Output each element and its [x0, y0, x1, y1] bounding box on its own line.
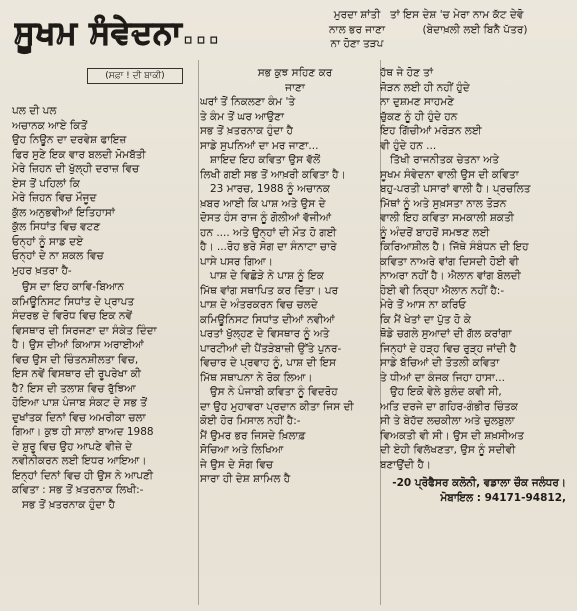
text-line: ਸੂਖਮ ਸੰਵੇਦਨਾ ਵਾਲੀ ਉਸ ਦੀ ਕਵਿਤਾ: [380, 168, 519, 181]
text-line: ਸੀ ਤੇ ਬੇਹੱਦ ਲਚਕੀਲਾ ਅਤੇ ਚੁਲਬੁਲਾ: [380, 415, 515, 427]
text-line: (ਬੇਦਾਖ਼ਲੀ ਲਈ ਬਿਨੈ ਪੱਤਰ): [422, 23, 528, 36]
continued-from-label: (ਸਫ਼ਾ ! ਦੀ ਬਾਕੀ): [87, 68, 183, 84]
column-right-top: [390, 8, 560, 37]
text-line: ਬਣਾਉਂਦੀ ਹੈ।: [380, 458, 431, 471]
text-line: ਨਾਅਰਾ ਨਹੀਂ ਹੈ। ਐਲਾਨ ਵਾਂਗ ਬੋਲਦੀ: [380, 270, 521, 282]
text-line: ਕਿ ਮੈਂ ਖੇਤਾਂ ਦਾ ਪੁੱਤ ਹੋ ਕੇ: [380, 313, 471, 326]
text-line: ਜਾਣਾ: [285, 81, 305, 94]
text-line: ਉਹ ਇਕੋ ਵੇਲੇ ਬੁਲੰਦ ਕਵੀ ਸੀ,: [390, 386, 502, 398]
text-line: ਦੋਸਤ ਹੰਸ ਰਾਜ ਨੂੰ ਗੋਲੀਆਂ ਵੱਜੀਆਂ: [200, 212, 332, 224]
text-line: ਕੁੱਲ ਅਨੁਭਵੀਆਂ ਇਤਿਹਾਸਾਂ: [12, 206, 115, 219]
text-line: ਸਭ ਤੋਂ ਖ਼ਤਰਨਾਕ ਹੁੰਦਾ ਹੈ: [22, 498, 115, 511]
text-line: ਨਾ ਹੋਣਾ ਤੜਪ: [330, 38, 384, 50]
text-line: ਵਿਚ ਉਸ ਦੀ ਚਿੰਤਨਸ਼ੀਲਤਾ ਵਿਚ,: [12, 353, 139, 366]
text-line: ਮੇਰੇ ਜ਼ਿਹਨ ਵਿਚ ਮੌਜੂਦ: [12, 192, 97, 204]
text-line: ਪਾਸੇ ਪਸਰ ਗਿਆ।: [200, 255, 273, 268]
text-line: ਪਰਤਾਂ ਖੁੱਲ੍ਹਣ ਦੇ ਵਿਸਥਾਰ ਨੂੰ ਅਤੇ: [200, 328, 330, 340]
text-line: ਹਨ .... ਅਤੇ ਉਨ੍ਹਾਂ ਦੀ ਮੌਤ ਹੋ ਗਈ: [200, 226, 337, 239]
text-line: ਮਿੱਥਾਂ ਨੂੰ ਅਤੇ ਸੁਖ਼ਸਤਾ ਨਾਲ ਤੋੜਨ: [380, 197, 507, 210]
text-line: ਹੋਈ ਵੀ ਨਿਰ੍ਹਾ ਐਲਾਨ ਨਹੀਂ ਹੈ:-: [380, 284, 505, 297]
text-line: 23 ਮਾਰਚ, 1988 ਨੂੰ ਅਚਾਨਕ: [210, 183, 330, 195]
text-line: ਸੋਚਿਆ ਅਤੇ ਲਿਖਿਆ: [200, 444, 284, 456]
column-divider: [198, 60, 199, 605]
text-line: ਓਨ੍ਹਾਂ ਨੂੰ ਸਾਡ ਦਏ: [12, 235, 84, 248]
text-line: ਉਹ ਨਿਊਨ ਦਾ ਦਰਵੇਸ਼ ਫਾਇਜ਼: [12, 134, 127, 146]
text-line: ਓਨ੍ਹਾਂ ਦੇ ਨਾ ਸ਼ਕਲ ਵਿਚ: [12, 250, 104, 262]
text-line: ਦੇ ਸ਼ੁਰੂ ਵਿਚ ਉਹ ਆਪਣੇ ਵੀਜ਼ੇ ਦੇ: [12, 440, 133, 453]
text-line: ਦੁਖਾਂਤਕ ਦਿਨਾਂ ਵਿਚ ਅਮਰੀਕਾ ਚਲਾ: [12, 411, 146, 424]
text-line: ਮੇਰੇ ਜ਼ਿਹਨ ਦੀ ਖੁੱਲ੍ਹੀ ਦਰਾਜ਼ ਵਿਚ: [12, 163, 140, 175]
text-line: ਥੋਡੇ ਚਗਲੇ ਸੁਆਦਾਂ ਦੀ ਗੱਲ ਕਰਾਂਗਾ: [380, 328, 512, 340]
text-line: ਕਵਿਤਾ ਨਾਅਰੇ ਵਾਂਗ ਦਿਸਦੀ ਹੋਈ ਵੀ: [380, 255, 519, 268]
text-line: ਨੂੰ ਅੰਦਰੋਂ ਬਾਹਰੋਂ ਸਮਝਣ ਲਈ: [380, 226, 490, 239]
text-line: ਘਰਾਂ ਤੋਂ ਨਿਕਲਣਾ ਕੰਮ 'ਤੇ: [200, 96, 296, 108]
text-line: ਤੇ ਧੀਆਂ ਦਾ ਕੰਜਕ ਜਿਹਾ ਹਾਸਾ...: [380, 371, 505, 384]
text-line: ਹੱਥ ਜੇ ਹੋਣ ਤਾਂ: [380, 67, 433, 79]
text-line: ਕੁੱਲ ਸਿਧਾਂਤ ਵਿਚ ਵਟਣ: [12, 221, 101, 233]
text-line: ਸਾਡੇ ਬੱਚਿਆਂ ਦੀ ਤੋਤਲੀ ਕਵਿਤਾ: [380, 357, 500, 369]
text-line: ਤੇ ਕੰਮ ਤੋਂ ਘਰ ਆਉਣਾ: [200, 110, 285, 123]
text-line: ਕਮਿਊਨਿਸਟ ਸਿਧਾਂਤ ਦੇ ਪ੍ਰਾਪਤ: [12, 295, 135, 308]
text-line: ਪਾਸ਼ ਦੇ ਅੰਤਰਕਰਨ ਵਿਚ ਚਲਦੇ: [200, 299, 318, 311]
text-line: ਬਹੁ-ਪਰਤੀ ਪਸਾਰਾਂ ਵਾਲੀ ਹੈ। ਪ੍ਰਚਲਿਤ: [380, 183, 531, 195]
text-line: ਮੁਰਦਾ ਸ਼ਾਂਤੀ: [333, 9, 381, 21]
text-line: ਚੁੱਕਣ ਨੂੰ ਹੀ ਹੁੰਦੇ ਹਨ: [380, 110, 458, 123]
text-line: ਵਿਸਥਾਰ ਦੀ ਸਿਰਜਣਾ ਦਾ ਸੰਕੇਤ ਦਿੰਦਾ: [12, 324, 157, 337]
text-line: ਮਿੱਥ ਵਾਂਗ ਸਥਾਪਿਤ ਕਰ ਦਿੱਤਾ। ਪਰ: [200, 284, 339, 297]
text-line: ਹੋਇਆ ਪਾਸ਼ ਪੰਜਾਬ ਸੰਕਟ ਦੇ ਸਭ ਤੋਂ: [12, 397, 147, 409]
text-line: ਖ਼ਬਰ ਆਈ ਕਿ ਪਾਸ਼ ਅਤੇ ਉਸ ਦੇ: [200, 197, 326, 210]
text-line: ਸਭ ਤੋਂ ਖ਼ਤਰਨਾਕ ਹੁੰਦਾ ਹੈ: [200, 125, 293, 137]
text-line: ਫਿਰ ਸੁਣੇ ਇਕ ਵਾਰ ਬਲਦੀ ਮੋਮਬੱਤੀ: [12, 148, 146, 161]
text-line: ਨਵੀਨੀਕਰਨ ਲਈ ਇਧਰ ਆਇਆ।: [12, 455, 147, 467]
column-right: [380, 66, 566, 505]
text-line: ਤਿੱਖੀ ਰਾਜਨੀਤਕ ਚੇਤਨਾ ਅਤੇ: [390, 154, 500, 166]
text-line: -20 ਪ੍ਰੋਫੈਸਰ ਕਲੋਨੀ, ਵਡਾਲਾ ਚੌਕ ਜਲੰਧਰ।: [392, 477, 566, 489]
text-line: ਸਾਡੇ ਸੁਪਨਿਆਂ ਦਾ ਮਰ ਜਾਣਾ...: [200, 139, 319, 152]
text-line: ਅਚਾਨਕ ਆਏ ਕਿਤੋਂ: [12, 119, 88, 132]
text-line: ਗਿਆ। ਕੁਝ ਹੀ ਸਾਲਾਂ ਬਾਅਦ 1988: [12, 426, 154, 438]
text-line: ਕਵਿਤਾ : ਸਭ ਤੋਂ ਖ਼ਤਰਨਾਕ ਲਿਖੀ:-: [12, 484, 144, 496]
article-title: ਸੂਖਮ ਸੰਵੇਦਨਾ...: [14, 15, 221, 51]
text-line: ਉਸ ਦਾ ਇਹ ਕਾਵਿ-ਬਿਆਨ: [22, 281, 124, 293]
text-line: ਤਾਂ ਇਸ ਦੇਸ਼ 'ਚ ਮੇਰਾ ਨਾਮ ਕੱਟ ਦੇਵੋ: [390, 9, 524, 21]
text-line: ਨਾ ਦੁਸ਼ਮਣ ਸਾਹਮਣੇ: [380, 96, 455, 108]
text-line: ਸ਼ਾਇਦ ਇਹ ਕਵਿਤਾ ਉਸ ਵੱਲੋਂ: [210, 154, 321, 166]
text-line: ਮਿੱਥ ਸਥਾਪਨਾ ਨੇ ਰੋਕ ਲਿਆ।: [200, 371, 313, 384]
text-line: ਦਾ ਉਹ ਮੁਹਾਵਰਾ ਪ੍ਰਦਾਨ ਕੀਤਾ ਜਿਸ ਦੀ: [200, 400, 354, 413]
text-line: ਸਾਰਾ ਹੀ ਦੇਸ਼ ਸ਼ਾਮਿਲ ਹੈ: [200, 473, 291, 485]
text-line: ਮੇਰੇ ਤੋਂ ਆਸ ਨਾ ਕਰਿਓ: [380, 299, 467, 311]
text-line: ਵਿਅਕਤੀ ਵੀ ਸੀ। ਉਸ ਦੀ ਸ਼ਖ਼ਸੀਅਤ: [380, 429, 524, 442]
text-line: ਵੀ ਹੁੰਦੇ ਹਨ ...: [380, 139, 437, 152]
text-line: ਕਿਰਿਆਸ਼ੀਲ ਹੈ। ਜਿੱਥੇ ਸੰਬੰਧਨ ਦੀ ਇਹ: [380, 241, 529, 253]
text-line: ਵਿਚਾਰ ਦੇ ਪ੍ਰਵਾਹ ਨੂੰ, ਪਾਸ਼ ਦੀ ਇਸ: [200, 357, 336, 369]
text-line: ਸਭ ਕੁਝ ਸਹਿਣ ਕਰ: [257, 67, 333, 79]
text-line: ਏਸ ਤੋਂ ਪਹਿਲਾਂ ਕਿ: [12, 177, 80, 190]
text-line: ਉਸ ਨੇ ਪੰਜਾਬੀ ਕਵਿਤਾ ਨੂੰ ਵਿਦਰੋਹ: [210, 386, 338, 398]
text-line: ਮੁਹਰ ਖ਼ਤਰਾ ਹੈ-: [12, 264, 72, 277]
text-line: ਕੋਈ ਹੋਰ ਮਿਸਾਲ ਨਹੀਂ ਹੈ:-: [200, 415, 301, 427]
text-line: ਜੋੜਨ ਲਈ ਹੀ ਨਹੀਂ ਹੁੰਦੇ: [380, 81, 470, 94]
text-line: ਅਤਿ ਦਰਜੇ ਦਾ ਗਹਿਰ-ਗੰਭੀਰ ਚਿੰਤਕ: [380, 400, 518, 413]
text-line: ਇਹ ਗਿੱਚੀਆਂ ਮਰੋੜਨ ਲਈ: [380, 125, 482, 137]
text-line: ਦੀ ਏਹੀ ਵਿਲੱਖਣਤਾ, ਉਸ ਨੂੰ ਸਦੀਵੀ: [380, 444, 516, 456]
text-line: ਸੰਦਰਭ ਦੇ ਵਿਰੋਧ ਵਿਚ ਇਕ ਨਵੇਂ: [12, 310, 133, 322]
text-line: ਕਮਿਊਨਿਸਟ ਸਿਧਾਂਤ ਦੀਆਂ ਨਵੀਆਂ: [200, 313, 335, 326]
text-line: ਮੋਬਾਇਲ : 94171-94812,: [440, 491, 566, 504]
text-line: ਹੈ। ...ਰੋਹ ਭਰੇ ਸੋਗ ਦਾ ਸੰਨਾਟਾ ਚਾਰੇ: [200, 241, 337, 253]
text-line: ਹੈ। ਉਸ ਦੀਆਂ ਕਿਆਸ ਅਰਾਈਆਂ: [12, 339, 144, 351]
text-line: ਮੈਂ ਉਮਰ ਭਰ ਜਿਸਦੇ ਖ਼ਿਲਾਫ਼: [200, 429, 306, 442]
text-line: ਇਨ੍ਹਾਂ ਦਿਨਾਂ ਵਿਚ ਹੀ ਉਸ ਨੇ ਆਪਣੀ: [12, 469, 153, 482]
column-middle: [200, 66, 390, 487]
column-left: [12, 104, 198, 512]
text-line: ਨਾਲ ਭਰ ਜਾਣਾ: [329, 23, 385, 36]
text-line: ਜਿਨ੍ਹਾਂ ਦੇ ਹੜ੍ਹ ਵਿਚ ਰੁੜ੍ਹ ਜਾਂਦੀ ਹੈ: [380, 342, 517, 355]
text-line: ਹੈ? ਇਸ ਦੀ ਤਲਾਸ਼ ਵਿਚ ਰੁੱਝਿਆ: [12, 382, 136, 395]
text-line: ਵਾਲੀ ਇਹ ਕਵਿਤਾ ਸਮਕਾਲੀ ਸ਼ਕਤੀ: [380, 212, 514, 224]
text-line: ਜੇ ਉਸ ਦੇ ਸੋਗ ਵਿਚ: [200, 458, 274, 471]
text-line: ਪਾਸ਼ ਦੇ ਵਿਛੋੜੇ ਨੇ ਪਾਸ਼ ਨੂੰ ਇਕ: [210, 270, 324, 282]
text-line: ਇਸ ਨਵੇਂ ਵਿਸਥਾਰ ਦੀ ਰੂਪਰੇਖਾ ਕੀ: [12, 368, 141, 380]
text-line: ਪਲ ਦੀ ਪਲ: [12, 105, 57, 117]
text-line: ਲਿਖੀ ਗਈ ਸਭ ਤੋਂ ਆਖ਼ਰੀ ਕਵਿਤਾ ਹੈ।: [200, 168, 346, 181]
text-line: ਪਾਰਟੀਆਂ ਦੀ ਪੈਂਤੜੇਬਾਜ਼ੀ ਉੱਤੇ ਪੁਨਰ-: [200, 342, 342, 355]
